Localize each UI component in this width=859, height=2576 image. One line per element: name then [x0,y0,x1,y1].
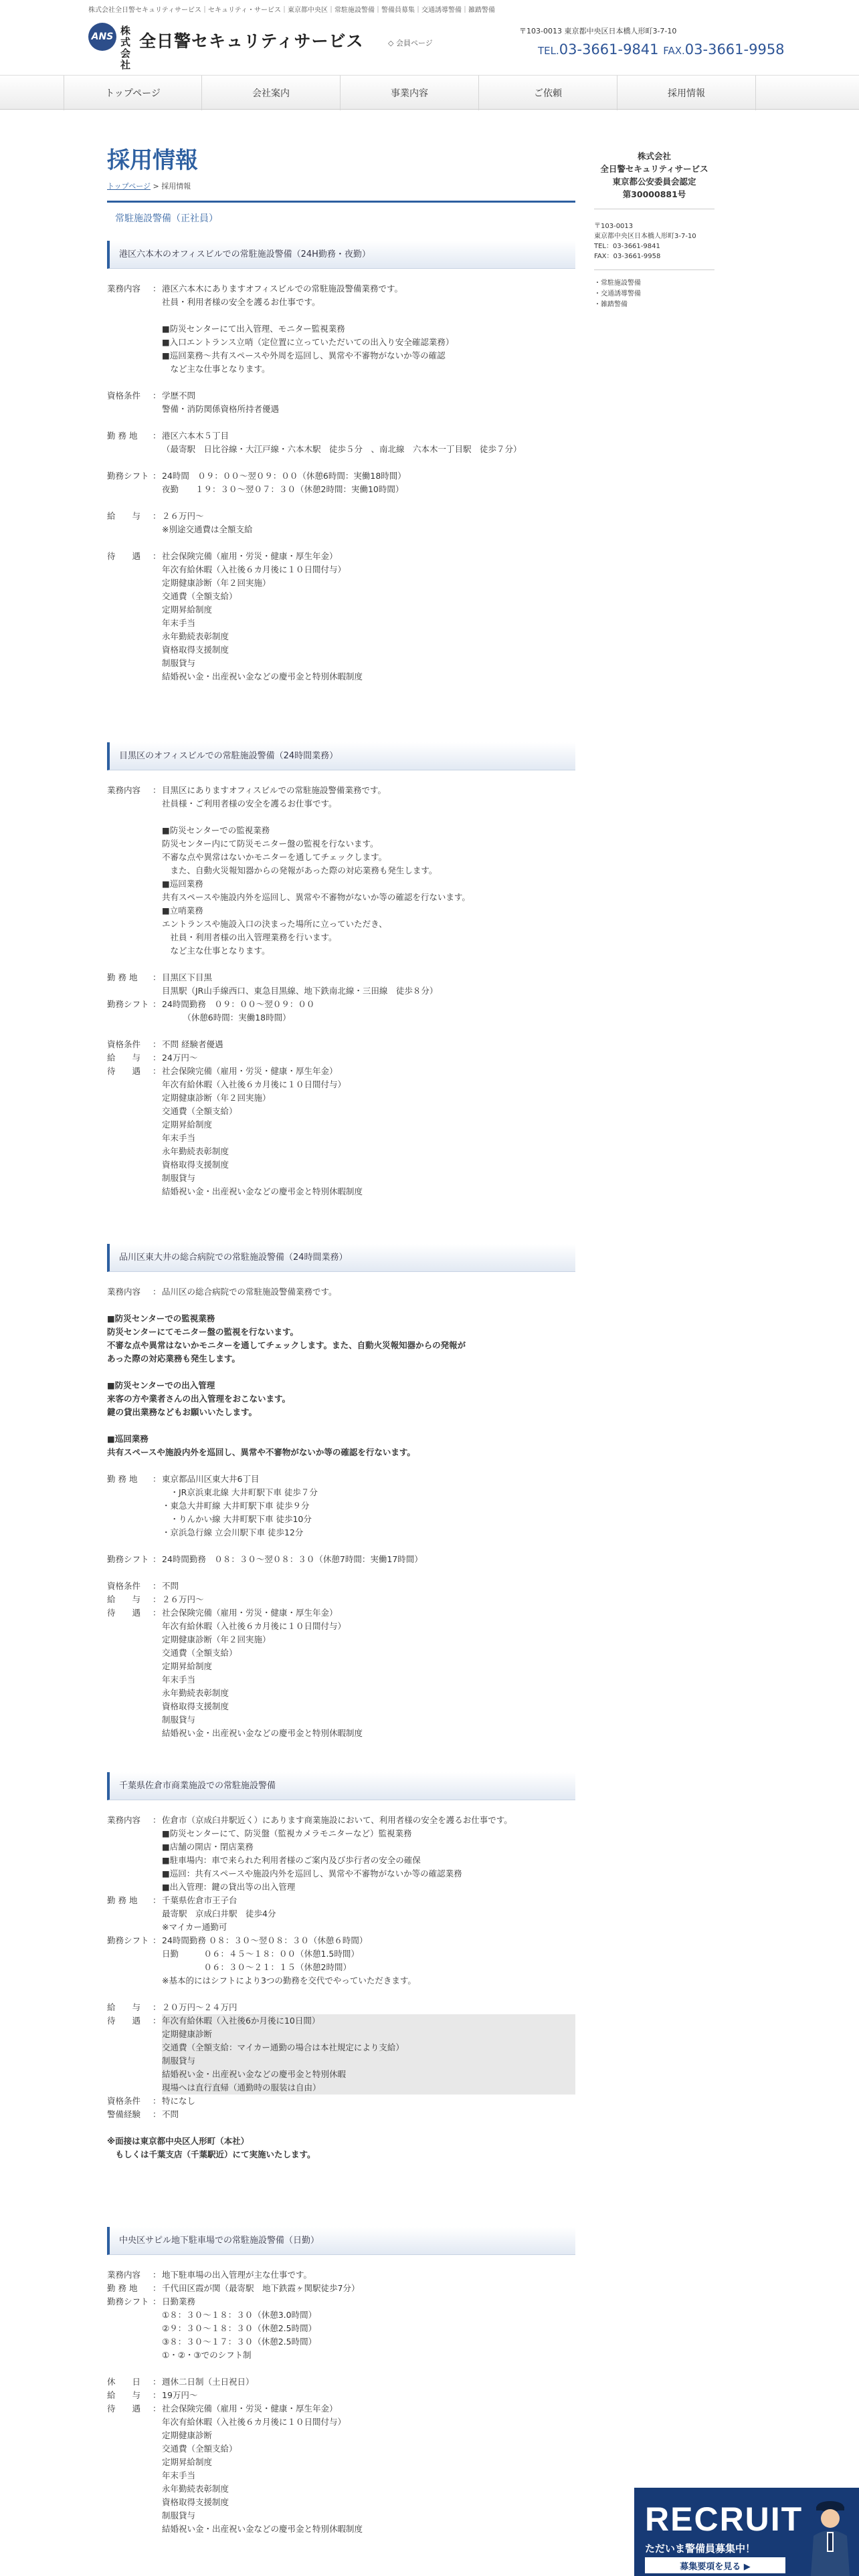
job-detail-value: 地下駐車場の出入管理が主な仕事です。 [162,2270,312,2280]
job-detail-row [107,1553,575,1566]
job-listing [107,1244,575,1740]
job-detail-row [107,2295,575,2362]
job-detail-value: 社会保険完備（雇用・労災・健康・厚生年金） 年次有給休暇（入社後６カ月後に１０日間付与） 定期健康診断（年２回実施） 交通費（全額支給） 定期昇給制度 年末手当 永年勤続表彰制度 資格取得支援制度 制服貸与 結婚祝い金・出産祝い金などの慶弔金と特別休暇制度 [162,551,363,681]
spacer [107,456,575,469]
security-guard-icon [807,2494,854,2576]
job-detail-row [107,2402,575,2536]
spacer [107,958,575,971]
job-description: ※面接は東京都中央区人形町（本社） もしくは千葉支店（千葉駅近）にて実施いたします。 [107,2136,316,2159]
job-title [107,241,575,269]
recruit-button[interactable]: 募集要項を見る ▶ [645,2557,785,2573]
job-detail-value: 年次有給休暇（入社後6か月後に10日間） 定期健康診断 交通費（全額支給：マイカー通勤の場合は本社規定により支給） 制服貸与 結婚祝い金・出産祝い金などの慶弔金と特別休暇 現場へは直行直帰（通勤時の服装は自由） [162,2014,575,2095]
job-detail-label: 給 与 [107,1594,141,1604]
colon: ： [153,1554,161,1564]
sidebar-link-crowd[interactable]: ・雑踏警備 [594,301,628,308]
job-detail-label: 勤 務 地 [107,431,138,441]
spacer [107,416,575,429]
job-listing [107,742,575,1198]
spacer [107,1299,575,1312]
job-detail-label: 待 遇 [107,1066,141,1076]
job-detail-row [107,2014,575,2095]
title-rule [107,201,575,203]
spacer [107,1988,575,2001]
job-title-text: 中央区サピル地下駐車場での常駐施設警備（日勤） [119,2235,320,2246]
tel-label: TEL. [538,45,559,57]
job-detail-value: 品川区の総合病院での常駐施設警備業務です。 [162,1287,337,1297]
spacer [107,2121,575,2135]
colon: ： [153,2390,161,2400]
company-logo[interactable]: ANS [88,23,116,51]
job-detail-label: 業務内容 [107,284,141,294]
job-detail-label: 給 与 [107,1053,141,1063]
job-detail-value: ２６万円～ ※別途交通費は全額支給 [162,511,253,534]
job-detail-row [107,510,575,536]
job-details [107,269,575,683]
job-details [107,1800,575,2161]
tel-number: 03-3661-9841 [559,41,659,58]
job-detail-label: 待 遇 [107,1608,141,1618]
job-detail-value: ２６万円～ [162,1594,204,1604]
breadcrumb-current: 採用情報 [161,182,191,191]
job-detail-value: 目黒区下目黒 目黒駅（JR山手線西口、東急目黒線、地下鉄南北線・三田線 徒歩８分） [162,972,438,996]
job-detail-row [107,1934,575,1988]
job-detail-label: 資格条件 [107,1039,141,1049]
job-detail-value: 日勤業務 ①８：３０～１８：３０（休憩3.0時間） ②９：３０～１８：３０（休憩2.5時間） ③８：３０～１７：３０（休憩2.5時間） ①・②・③でのシフト制 [162,2296,317,2360]
job-detail-row [107,2095,575,2108]
colon: ： [153,2016,161,2026]
colon: ： [153,1935,161,1945]
nav-business[interactable]: 事業内容 [341,76,479,110]
job-detail-value: 学歴不問 警備・消防関係資格所持者優遇 [162,391,280,414]
job-detail-value: 不問 [162,1581,179,1591]
colon: ： [153,999,161,1009]
job-detail-value: 千代田区霞が関（最寄駅 地下鉄霞ヶ関駅徒歩7分） [162,2283,360,2293]
header [0,15,859,71]
job-detail-row [107,1580,575,1593]
colon: ： [153,785,161,795]
job-detail-row [107,550,575,683]
job-detail-label: 給 与 [107,511,141,521]
job-detail-label: 業務内容 [107,785,141,795]
site-tagline: 株式会社全日警セキュリティサービス｜セキュリティ・サービス｜東京都中央区｜常駐施設警備｜警備員募集｜交通誘導警備｜雑踏警備 [88,7,495,14]
job-detail-value: 24時間 ０９：００～翌０９：００（休憩6時間：実働18時間） 夜勤 １９：３０～翌０７：３０（休憩2時間：実働10時間） [162,471,406,494]
job-detail-value: 社会保険完備（雇用・労災・健康・厚生年金） 年次有給休暇（入社後６カ月後に１０日間付与） 定期健康診断（年２回実施） 交通費（全額支給） 定期昇給制度 年末手当 永年勤続表彰制度 資格取得支援制度 制服貸与 結婚祝い金・出産祝い金などの慶弔金と特別休暇制度 [162,1608,363,1738]
section-title: 常駐施設警備（正社員） [115,213,218,224]
sidebar-company-line: 全日警セキュリティサービス [600,164,708,174]
job-title [107,1244,575,1272]
job-title-text: 目黒区のオフィスビルでの常駐施設警備（24時間業務） [119,750,339,761]
job-details [107,770,575,1198]
job-detail-value: 港区六本木にありますオフィスビルでの常駐施設警備業務です。 社員・利用者様の安全を護るお仕事です。 ■防災センターにて出入管理、モニター監視業務 ■入口エントランス立哨（定位置に立っていただいての出入り安全確認業務） ■巡回業務～共有スペースや外周を巡回し、異常や不審物がないか等の確認 など主な仕事となります。 [162,284,454,374]
job-detail-value: 港区六本木５丁目 （最寄駅 日比谷線・大江戸線・六本木駅 徒歩５分 、南北線 六本木一丁目駅 徒歩７分） [162,431,522,454]
page-title: 採用情報 [107,147,198,174]
job-detail-value: 24万円～ [162,1053,198,1063]
job-detail-row [107,2108,575,2121]
job-detail-label: 勤 務 地 [107,972,138,982]
sidebar-company-line: 東京都公安委員会認定 [612,177,696,187]
colon: ： [153,2096,161,2106]
job-title [107,1772,575,1800]
job-detail-value: ２０万円～２４万円 [162,2002,237,2012]
job-detail-row [107,2375,575,2389]
job-detail-label: 勤務シフト [107,999,149,1009]
sidebar-company [594,150,714,201]
job-detail-label: 勤 務 地 [107,1474,138,1484]
job-detail-label: 待 遇 [107,2016,141,2026]
colon: ： [153,1815,161,1825]
breadcrumb [107,181,191,191]
header-address: 〒103-0013 東京都中央区日本橋人形町3-7-10 [519,27,677,35]
job-title-text: 千葉県佐倉市商業施設での常駐施設警備 [119,1780,276,1791]
job-detail-value: 目黒区にありますオフィスビルでの常駐施設警備業務です。 社員様・ご利用者様の安全を護るお仕事です。 ■防災センターでの監視業務 防災センター内にて防災モニター盤の監視を行ないます。 不審な点や異常はないかモニターを通してチェックします。 また、自動火災報知器からの発報があった際の対応業務も発生します。 ■巡回業務 共有スペースや施設内外を巡回し、異常や不審物がないか等の確認を行ないます。 ■立哨業務 エントランスや施設入口の決まった場所に立っていただき、 社員・利用者様の出入管理業務を行います。 など主な仕事となります。 [162,785,470,956]
job-detail-label: 資格条件 [107,2096,141,2106]
job-detail-value: 24時間勤務 ０８：３０～翌０８：３０（休憩６時間） 日勤 ０６：４５～１８：００（休憩1.5時間） ０６：３０～２１：１５（休憩2時間） ※基本的にはシフトにより3つの勤務を交代でやっていただきます。 [162,1935,416,1985]
colon: ： [153,1066,161,1076]
job-detail-value: 24時間勤務 ０９：００～翌０９：００ （休憩6時間：実働18時間） [162,999,315,1023]
fax-number: 03-3661-9958 [684,41,785,58]
job-detail-row [107,1593,575,1606]
job-listing [107,1772,575,2161]
job-detail-label: 業務内容 [107,1815,141,1825]
sidebar [594,150,714,310]
job-detail-row [107,1051,575,1065]
sidebar-company-line: 第30000881号 [622,189,686,199]
job-detail-label: 待 遇 [107,551,141,561]
colon: ： [153,2283,161,2293]
job-detail-label: 勤務シフト [107,471,149,481]
colon: ： [153,1039,161,1049]
job-title-text: 港区六本木のオフィスビルでの常駐施設警備（24H勤務・夜勤） [119,249,371,259]
sidebar-link-traffic[interactable]: ・交通誘導警備 [594,290,641,298]
colon: ： [153,2270,161,2280]
job-detail-label: 業務内容 [107,1287,141,1297]
spacer [107,1459,575,1473]
job-detail-row [107,1606,575,1740]
job-detail-row [107,429,575,456]
sidebar-fax: FAX：03-3661-9958 [594,253,661,260]
job-detail-label: 待 遇 [107,2403,141,2413]
job-detail-label: 警備経験 [107,2109,141,2119]
nav-recruit[interactable]: 採用情報 [617,76,756,110]
job-detail-row [107,2282,575,2295]
spacer [107,1025,575,1038]
job-detail-label: 勤 務 地 [107,2283,138,2293]
job-detail-row [107,389,575,416]
job-detail-row [107,1894,575,1934]
job-detail-row [107,971,575,998]
recruit-banner[interactable] [634,2488,859,2576]
job-details [107,2255,575,2536]
job-detail-value: 社会保険完備（雇用・労災・健康・厚生年金） 年次有給休暇（入社後６カ月後に１０日間付与） 定期健康診断（年２回実施） 交通費（全額支給） 定期昇給制度 年末手当 永年勤続表彰制度 資格取得支援制度 制服貸与 結婚祝い金・出産祝い金などの慶弔金と特別休暇制度 [162,1066,363,1196]
colon: ： [153,2002,161,2012]
job-detail-value: 19万円～ [162,2390,198,2400]
job-detail-value: 東京都品川区東大井6丁目 ・JR京浜東北線 大井町駅下車 徒歩７分 ・東急大井町線 大井町駅下車 徒歩９分 ・りんかい線 大井町駅下車 徒歩10分 ・京浜急行線 立会川駅下車 徒歩12分 [162,1474,318,1537]
job-detail-value: 不問 経験者優遇 [162,1039,223,1049]
job-detail-label: 給 与 [107,2390,141,2400]
job-details [107,1272,575,1740]
job-detail-row [107,1814,575,1894]
job-detail-row [107,784,575,958]
colon: ： [153,284,161,294]
job-detail-label: 勤務シフト [107,2296,149,2306]
job-detail-value: 特になし [162,2096,196,2106]
header-phone [538,41,785,58]
job-detail-row [107,2389,575,2402]
recruit-title: RECRUIT [645,2500,803,2538]
job-detail-label: 資格条件 [107,1581,141,1591]
job-detail-value: 社会保険完備（雇用・労災・健康・厚生年金） 年次有給休暇（入社後６カ月後に１０日間付与） 定期健康診断 交通費（全額支給） 定期昇給制度 年末手当 永年勤続表彰制度 資格取得支援制度 制服貸与 結婚祝い金・出産祝い金などの慶弔金と特別休暇制度 [162,2403,363,2534]
colon: ： [153,1474,161,1484]
job-listing [107,2227,575,2536]
logo-kabushikigaisha: 株式会社 [120,25,131,71]
job-detail-row [107,1285,575,1299]
job-listing [107,241,575,683]
nav-company[interactable]: 会社案内 [202,76,341,110]
sidebar-address [594,221,714,261]
job-detail-row [107,2001,575,2014]
colon: ： [153,511,161,521]
sidebar-address-line: 〒103-0013 [594,223,634,230]
member-page-link[interactable]: ◇ 会員ページ [388,39,433,47]
breadcrumb-home[interactable]: トップページ [107,182,151,191]
sidebar-address-line: 東京都中央区日本橋人形町3-7-10 [594,233,696,240]
job-detail-row [107,2268,575,2282]
spacer [107,1566,575,1580]
colon: ： [153,1581,161,1591]
job-detail-label: 資格条件 [107,391,141,401]
job-detail-label: 勤務シフト [107,1554,149,1564]
spacer [107,536,575,550]
nav-request[interactable]: ご依頼 [479,76,617,110]
colon: ： [153,1287,161,1297]
job-description: ■防災センターでの監視業務 防災センターにてモニター盤の監視を行ないます。 不審な点や異常はないかモニターを通してチェックします。また、自動火災報知器からの発報が あった際の対応業務も発生します。 ■防災センターでの出入管理 来客の方や業者さんの出入管理をおこないます。 鍵の貸出業務などもお願いいたします。 ■巡回業務 共有スペースや施設内外を巡回し、異常や不審物がないか等の確認を行ないます。 [107,1313,466,1457]
job-detail-label: 勤務シフト [107,1935,149,1945]
job-detail-row [107,282,575,376]
fax-label: FAX. [663,45,685,57]
job-detail-row [107,1038,575,1051]
job-detail-row [107,1473,575,1539]
colon: ： [153,1895,161,1905]
breadcrumb-separator: > [151,182,162,191]
colon: ： [153,1053,161,1063]
job-detail-label: 勤 務 地 [107,1895,138,1905]
spacer [107,376,575,389]
sidebar-tel: TEL：03-3661-9841 [594,243,660,250]
job-detail-value: 不問 [162,2109,179,2119]
job-title-text: 品川区東大井の総合病院での常駐施設警備（24時間業務） [119,1252,348,1263]
job-detail-value: 24時間勤務 ０８：３０～翌０８：３０（休憩7時間：実働17時間） [162,1554,423,1564]
spacer [107,2362,575,2375]
colon: ： [153,2296,161,2306]
company-name[interactable]: 全日警セキュリティサービス [139,31,364,51]
sidebar-company-line: 株式会社 [637,151,671,161]
colon: ： [153,2109,161,2119]
colon: ： [153,391,161,401]
colon: ： [153,431,161,441]
colon: ： [153,1594,161,1604]
job-detail-row [107,998,575,1025]
job-detail-value: 佐倉市（京成臼井駅近く）にあります商業施設において、利用者様の安全を護るお仕事です。 ■防災センターにて、防災盤（監視カメラモニターなど）監視業務 ■店舗の開店・閉店業務 ■駐車場内：車で来られた利用者様のご案内及び歩行者の安全の確保 ■巡回：共有スペースや施設内外を巡回し、異常や不審物がないか等の確認業務 ■出入管理：鍵の貸出等の出入管理 [162,1815,512,1892]
job-detail-label: 業務内容 [107,2270,141,2280]
colon: ： [153,2377,161,2387]
colon: ： [153,471,161,481]
job-detail-value: 週休二日制（土日祝日） [162,2377,254,2387]
job-detail-row [107,1065,575,1198]
colon: ： [153,972,161,982]
job-detail-label: 休 日 [107,2377,141,2387]
main-nav [0,75,859,110]
job-title [107,2227,575,2255]
job-detail-row [107,469,575,496]
job-detail-label: 給 与 [107,2002,141,2012]
job-title [107,742,575,770]
colon: ： [153,551,161,561]
recruit-subtitle: ただいま警備員募集中！ [645,2543,756,2555]
colon: ： [153,2403,161,2413]
job-detail-value: 千葉県佐倉市王子台 最寄駅 京成臼井駅 徒歩4分 ※マイカー通勤可 [162,1895,276,1932]
colon: ： [153,1608,161,1618]
sidebar-link-facility[interactable]: ・常駐施設警備 [594,280,641,287]
nav-top[interactable]: トップページ [64,76,202,110]
spacer [107,496,575,510]
spacer [107,1539,575,1553]
